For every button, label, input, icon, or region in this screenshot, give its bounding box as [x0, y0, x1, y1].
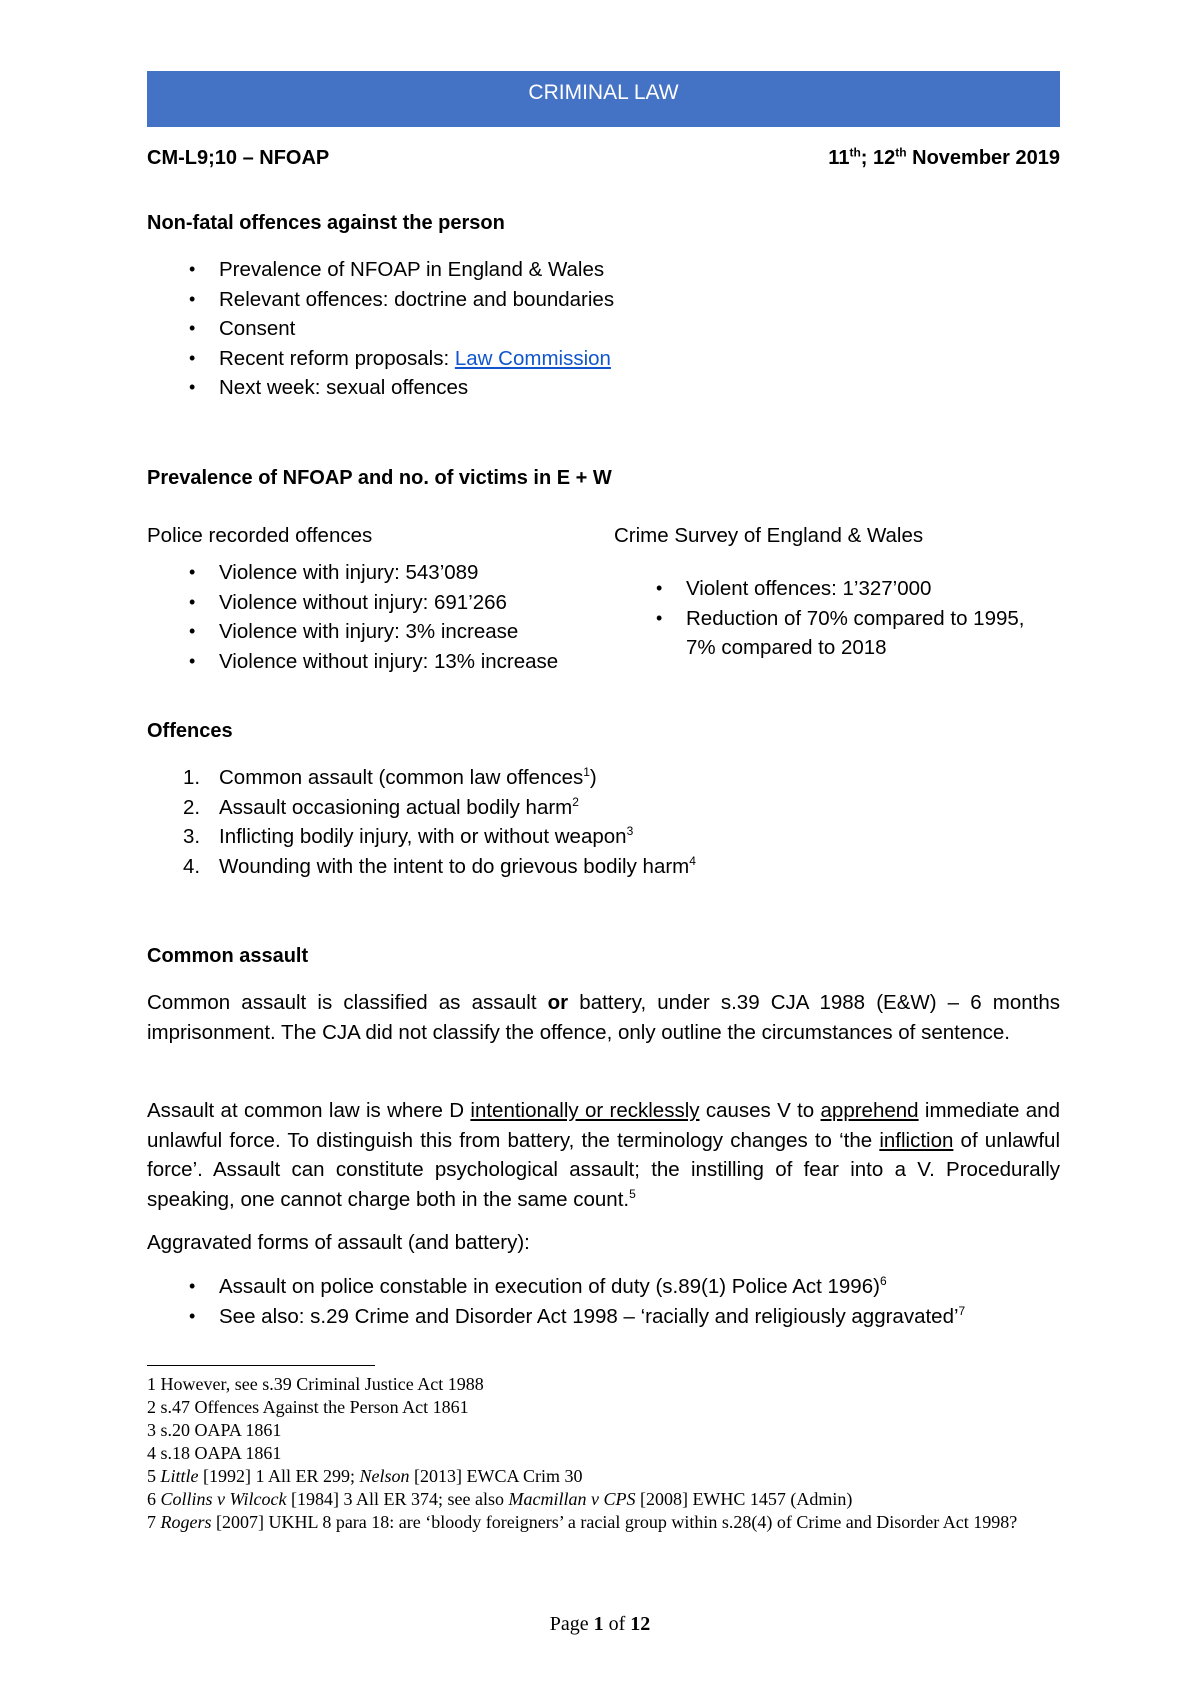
footnote-number: 6 — [147, 1489, 161, 1509]
footnote-ref[interactable]: 7 — [958, 1303, 966, 1318]
case-name: Collins v Wilcock — [160, 1489, 287, 1509]
list-item-text: Reduction of 70% compared to 1995, — [686, 606, 1025, 630]
law-commission-link[interactable]: Law Commission — [454, 346, 611, 370]
offences-heading: Offences — [147, 720, 233, 742]
list-item — [147, 344, 1047, 374]
emphasis-text: or — [547, 991, 569, 1014]
common-assault-paragraph-1 — [147, 988, 1060, 1047]
intro-list — [147, 255, 1047, 403]
page-number — [0, 1613, 1200, 1636]
footnote-ref[interactable]: 5 — [629, 1186, 636, 1201]
lecture-date — [828, 147, 1060, 170]
citation: [1984] 3 All ER 374; see also — [286, 1489, 509, 1509]
date-sup-b: th — [895, 145, 907, 160]
citation: [2007] UKHL 8 para 18: are ‘bloody foreigners’ a racial group within s.28(4) of Crime and Disorder Act 1998? — [211, 1512, 1018, 1532]
list-item-text: Assault occasioning actual bodily harm — [219, 795, 573, 819]
list-item-text: Wounding with the intent to do grievous bodily harm — [219, 854, 690, 878]
underlined-text: intentionally or recklessly — [470, 1099, 700, 1122]
paragraph-text: Common assault is classified as assault — [147, 991, 548, 1014]
paragraph-text: immediate and unlawful force. To distinguish this from battery, the terminology changes to ‘the — [147, 1099, 1060, 1152]
crime-survey-title: Crime Survey of England & Wales — [614, 524, 924, 547]
footnote-ref[interactable]: 4 — [689, 853, 696, 868]
of-word: of — [603, 1613, 631, 1635]
paragraph-text: battery, under s.39 CJA 1988 (E&W) – 6 months imprisonment. The CJA did not classify the offence, only outline the circumstances of sentence. — [147, 991, 1060, 1044]
list-item: • Violence with injury: 3% increase — [147, 617, 627, 647]
list-item — [147, 1272, 1067, 1302]
footnote-number: 7 — [147, 1512, 161, 1532]
police-recorded-title: Police recorded offences — [147, 524, 373, 547]
list-item: • Violence without injury: 13% increase — [147, 647, 627, 677]
list-item: • Violence with injury: 543’089 — [147, 558, 627, 588]
underlined-text: apprehend — [820, 1099, 919, 1122]
footnote-5 — [147, 1465, 1060, 1488]
list-item: • Violent offences: 1’327’000 — [614, 574, 1074, 604]
list-item — [147, 822, 1047, 852]
footnote-separator — [147, 1365, 375, 1366]
list-item — [147, 793, 1047, 823]
offences-list — [147, 763, 1047, 881]
list-item: • Consent — [147, 314, 1047, 344]
footnote-7 — [147, 1511, 1060, 1534]
list-item — [147, 763, 1047, 793]
footnote-2: 2 s.47 Offences Against the Person Act 1861 — [147, 1397, 469, 1417]
list-item: • Relevant offences: doctrine and boundaries — [147, 285, 1047, 315]
paragraph-text: Assault at common law is where D — [147, 1099, 471, 1122]
footnote-6 — [147, 1488, 1060, 1511]
prevalence-heading: Prevalence of NFOAP and no. of victims in E + W — [147, 467, 612, 489]
list-item-text: Assault on police constable in execution of duty (s.89(1) Police Act 1996) — [219, 1275, 880, 1298]
case-name: Rogers — [160, 1512, 212, 1532]
list-number: 4. — [183, 854, 201, 878]
list-item-text: Inflicting bodily injury, with or without weapon — [219, 825, 627, 848]
list-item-text: Common assault (common law offences — [219, 766, 584, 789]
course-banner: CRIMINAL LAW — [147, 71, 1060, 127]
citation: [2008] EWHC 1457 (Admin) — [635, 1489, 853, 1509]
list-item: • Prevalence of NFOAP in England & Wales — [147, 255, 1047, 285]
page-word: Page — [549, 1613, 594, 1635]
footnote-ref[interactable]: 3 — [626, 824, 634, 839]
list-item-text: See also: s.29 Crime and Disorder Act 1998 – ‘racially and religiously aggravated’ — [219, 1304, 959, 1328]
citation: [2013] EWCA Crim 30 — [409, 1466, 583, 1486]
underlined-text: infliction — [879, 1128, 954, 1152]
list-item: • Next week: sexual offences — [147, 373, 1047, 403]
common-assault-paragraph-2 — [147, 1096, 1060, 1214]
crime-survey-list — [614, 574, 1074, 663]
date-month-year: November 2019 — [906, 147, 1060, 169]
footnote-number: 5 — [147, 1466, 161, 1486]
case-name: Little — [160, 1466, 199, 1486]
date-sup-a: th — [849, 145, 861, 160]
footnote-4: 4 s.18 OAPA 1861 — [147, 1443, 282, 1463]
common-assault-heading: Common assault — [147, 945, 309, 967]
list-item-text: Recent reform proposals: — [219, 346, 455, 370]
aggravated-forms-intro: Aggravated forms of assault (and battery): — [147, 1231, 530, 1254]
list-item-tail: ) — [589, 766, 597, 789]
footnotes — [147, 1373, 1060, 1534]
date-day-a: 11 — [828, 147, 850, 169]
list-number: 1. — [183, 766, 201, 789]
list-item-text: 7% compared to 2018 — [686, 636, 887, 659]
lecture-code: CM-L9;10 – NFOAP — [147, 147, 330, 169]
paragraph-text: of unlawful force’. Assault can constitute psychological assault; the instilling of fear into a V. Procedurally speaking, one cannot charge both in the same count. — [147, 1128, 1061, 1211]
paragraph-text: causes V to — [699, 1099, 821, 1122]
footnote-ref[interactable]: 2 — [572, 794, 579, 809]
police-recorded-list — [147, 558, 627, 676]
aggravated-forms-list — [147, 1272, 1067, 1331]
footnote-1: 1 However, see s.39 Criminal Justice Act 1988 — [147, 1374, 484, 1394]
list-item — [147, 1302, 1067, 1332]
footnote-ref[interactable]: 1 — [583, 765, 590, 780]
date-day-b: 12 — [873, 147, 896, 169]
intro-heading: Non-fatal offences against the person — [147, 212, 505, 234]
list-number: 3. — [183, 825, 201, 848]
footnote-ref[interactable]: 6 — [879, 1274, 887, 1289]
case-name: Nelson — [359, 1466, 410, 1486]
current-page: 1 — [593, 1613, 604, 1635]
citation: [1992] 1 All ER 299; — [198, 1466, 360, 1486]
date-separator: ; — [860, 147, 873, 169]
footnote-3: 3 s.20 OAPA 1861 — [147, 1420, 282, 1440]
list-item — [147, 852, 1047, 882]
case-name: Macmillan v CPS — [508, 1489, 636, 1509]
list-number: 2. — [183, 795, 201, 819]
list-item: • Violence without injury: 691’266 — [147, 588, 627, 618]
list-item — [614, 604, 1074, 663]
total-pages: 12 — [630, 1613, 651, 1635]
